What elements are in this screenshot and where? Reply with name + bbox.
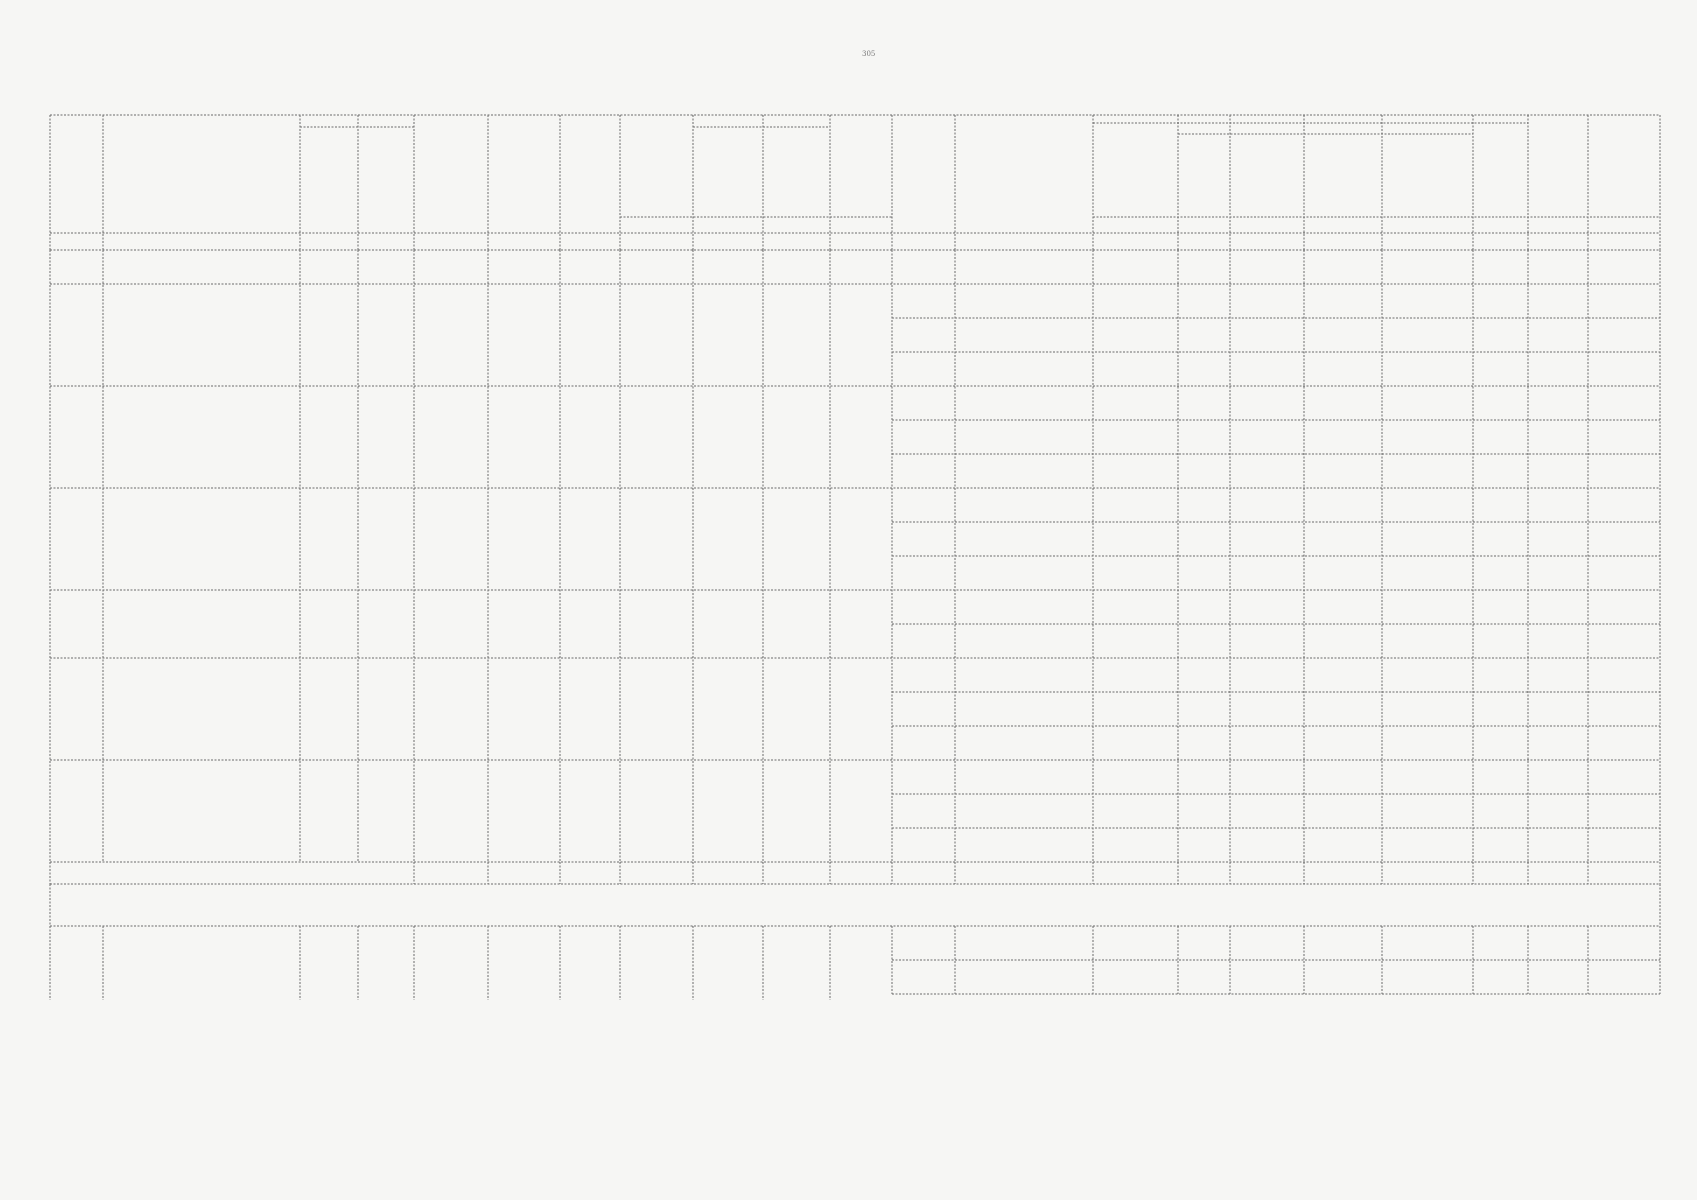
page-number: 305 [862,50,876,58]
